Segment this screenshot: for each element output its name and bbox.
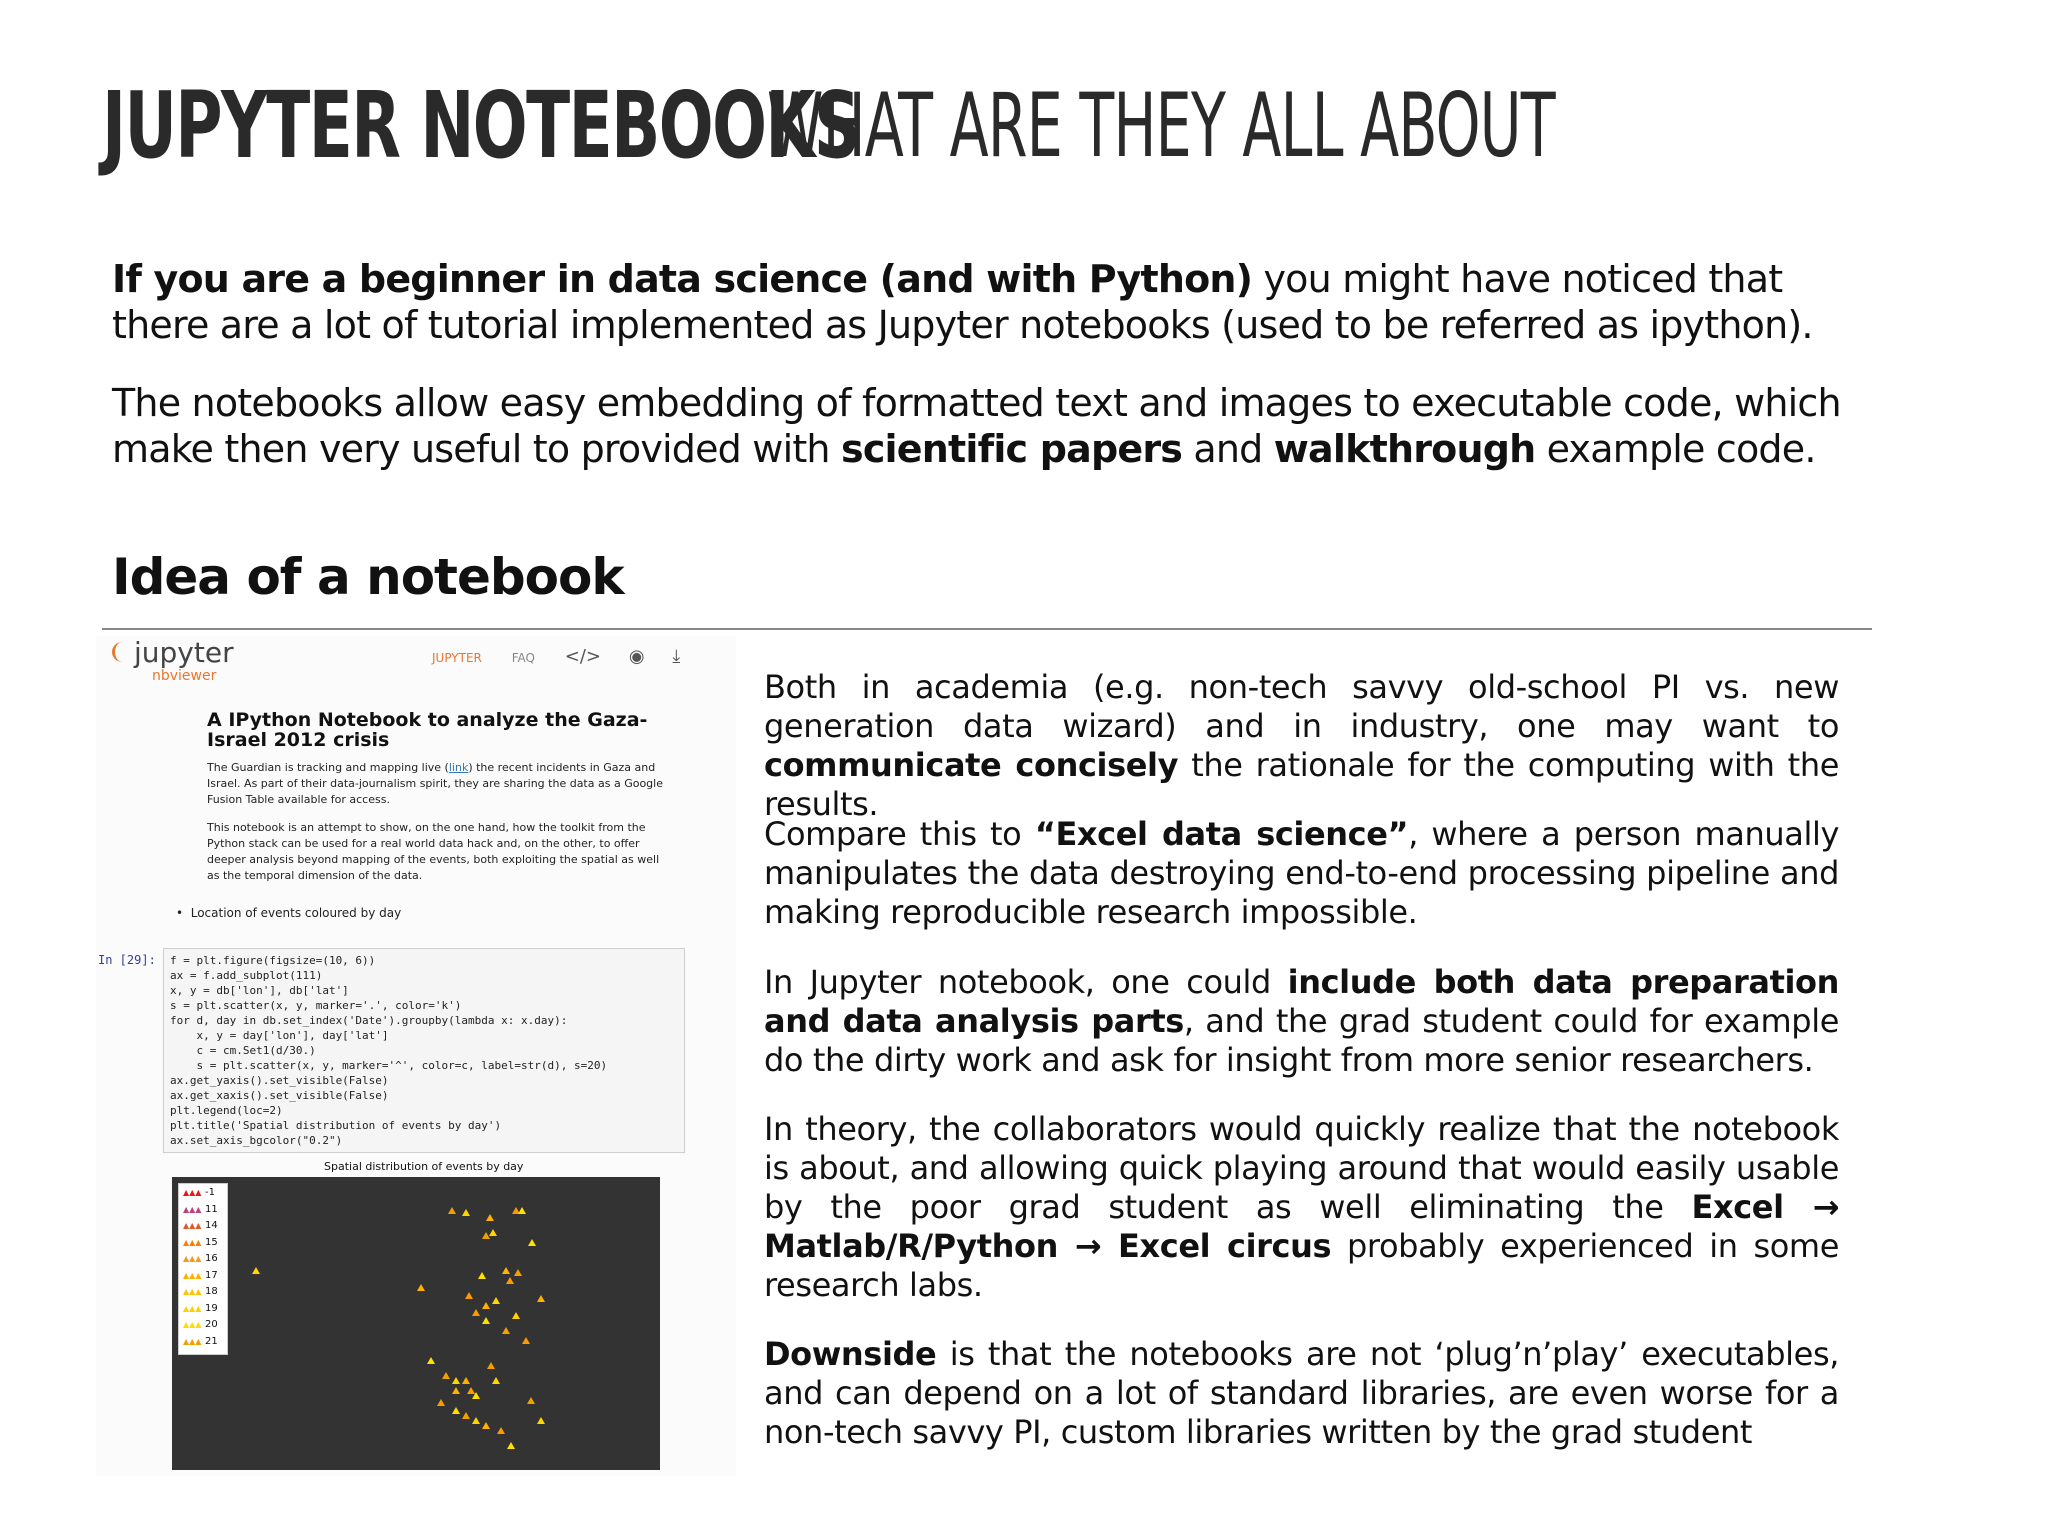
code-line: for d, day in db.set_index('Date').groupby(lambda x: x.day): xyxy=(170,1014,568,1027)
scatter-marker xyxy=(486,1214,494,1221)
nb-bullet-text: Location of events coloured by day xyxy=(190,906,402,920)
legend-label: 15 xyxy=(205,1236,218,1248)
nb-p1-b: ) the recent incidents in Gaza and Israel. As part of their data-journalism spirit, they are sharing the data as a Google Fusion Table available for access. xyxy=(207,761,663,806)
legend-entry xyxy=(183,1238,218,1248)
legend-marker-icon: ▲▲▲ xyxy=(183,1336,202,1346)
scatter-marker xyxy=(522,1337,530,1344)
notebook-paragraph-1 xyxy=(207,760,667,808)
scatter-marker xyxy=(537,1417,545,1424)
title-light: WHAT ARE THEY ALL ABOUT xyxy=(767,74,1555,177)
legend-label: 21 xyxy=(205,1335,218,1347)
p5-c: is that the notebooks are not ‘plug’n’play’ executables, and can depend on a lot of standard libraries, are even worse for a non-tech savvy PI, custom libraries written by the grad student xyxy=(764,1335,1839,1451)
paragraph-downside xyxy=(764,1335,1839,1452)
intro-paragraph-2 xyxy=(112,380,1872,472)
legend-entry xyxy=(183,1304,218,1314)
title-bold: JUPYTER NOTEBOOKS xyxy=(102,72,859,179)
legend-marker-icon: ▲▲▲ xyxy=(183,1287,202,1296)
scatter-marker xyxy=(478,1272,486,1279)
scatter-marker xyxy=(482,1302,490,1309)
p3-a: In Jupyter notebook, one could xyxy=(764,963,1288,1001)
legend-label: 18 xyxy=(205,1286,218,1297)
legend-entry xyxy=(183,1254,218,1264)
legend-entry xyxy=(183,1188,215,1198)
legend-marker-icon: ▲▲▲ xyxy=(183,1270,202,1280)
p3-b: include both data preparation and data analysis parts xyxy=(764,963,1839,1040)
section-title: Idea of a notebook xyxy=(112,548,624,606)
code-line: ax.set_axis_bgcolor("0.2") xyxy=(170,1134,343,1147)
scatter-marker xyxy=(502,1327,510,1334)
scatter-marker xyxy=(502,1267,510,1274)
scatter-marker xyxy=(472,1392,480,1399)
scatter-marker xyxy=(465,1292,473,1299)
intro-paragraph-1 xyxy=(112,256,1872,348)
scatter-marker xyxy=(442,1372,450,1379)
nav-faq-link: FAQ xyxy=(511,651,535,665)
legend-entry xyxy=(183,1221,218,1231)
nb-link: link xyxy=(448,761,469,774)
scatter-marker xyxy=(487,1362,495,1369)
intro2-bold-1: scientific papers xyxy=(841,427,1183,471)
p4-c: probably experienced in some research labs. xyxy=(764,1227,1839,1304)
scatter-marker xyxy=(492,1377,500,1384)
legend-entry xyxy=(183,1320,218,1330)
notebook-title: A IPython Notebook to analyze the Gaza-Israel 2012 crisis xyxy=(207,709,648,751)
nb-p1-a: The Guardian is tracking and mapping live ( xyxy=(207,761,449,774)
code-cell xyxy=(163,948,685,1153)
intro2-bold-2: walkthrough xyxy=(1273,427,1536,471)
legend-entry xyxy=(183,1271,218,1281)
legend-label: 20 xyxy=(205,1319,218,1330)
scatter-marker xyxy=(512,1312,520,1319)
legend-entry xyxy=(183,1337,218,1347)
legend-marker-icon: ▲▲▲ xyxy=(183,1237,202,1247)
code-line: s = plt.scatter(x, y, marker='^', color=c, label=str(d), s=20) xyxy=(170,1059,608,1072)
legend-marker-icon: ▲▲▲ xyxy=(183,1188,202,1197)
p5-b: Downside xyxy=(764,1335,937,1373)
p2-a: Compare this to xyxy=(764,815,1035,853)
code-line: c = cm.Set1(d/30.) xyxy=(170,1044,316,1057)
p4-b: Excel → Matlab/R/Python → Excel circus xyxy=(764,1188,1840,1265)
scatter-marker xyxy=(527,1397,535,1404)
code-line: ax.get_yaxis().set_visible(False) xyxy=(170,1074,389,1087)
legend-marker-icon: ▲▲▲ xyxy=(183,1204,202,1214)
code-line: x, y = db['lon'], db['lat'] xyxy=(170,984,349,997)
scatter-marker xyxy=(506,1277,514,1284)
slide-title xyxy=(102,72,1555,182)
plot-legend xyxy=(178,1183,228,1355)
scatter-marker xyxy=(452,1377,460,1384)
notebook-paragraph-2: This notebook is an attempt to show, on the one hand, how the toolkit from the Python stack can be used for a real world data hack and, on the other, to offer deeper analysis beyond mapping of the events, both exploiting the spatial as well as the temporal dimension of the data. xyxy=(207,821,660,882)
intro1-text: you might have noticed that there are a lot of tutorial implemented as Jupyter notebooks (used to be referred as ipython). xyxy=(112,257,1813,347)
scatter-marker xyxy=(489,1229,497,1236)
legend-label: 19 xyxy=(205,1302,218,1314)
scatter-marker xyxy=(507,1442,515,1449)
legend-label: 16 xyxy=(205,1253,218,1264)
legend-marker-icon: ▲▲▲ xyxy=(183,1221,202,1230)
scatter-marker xyxy=(537,1295,545,1302)
code-line: f = plt.figure(figsize=(10, 6)) xyxy=(170,954,376,967)
scatter-marker xyxy=(427,1357,435,1364)
legend-marker-icon: ▲▲▲ xyxy=(183,1254,202,1263)
legend-entry xyxy=(183,1205,218,1215)
scatter-plot xyxy=(172,1177,660,1470)
intro1-bold: If you are a beginner in data science (and with Python) xyxy=(112,257,1253,301)
code-line: ax.get_xaxis().set_visible(False) xyxy=(170,1089,389,1102)
logo-name: jupyter xyxy=(134,636,234,669)
p2-b: “Excel data science” xyxy=(1034,815,1409,853)
logo-sub: nbviewer xyxy=(152,668,217,684)
scatter-marker xyxy=(482,1422,490,1429)
code-line: plt.legend(loc=2) xyxy=(170,1104,283,1117)
code-line: ax = f.add_subplot(111) xyxy=(170,969,323,982)
code-text xyxy=(164,949,684,1152)
plot-title: Spatial distribution of events by day xyxy=(324,1160,524,1173)
intro2-text-a: The notebooks allow easy embedding of formatted text and images to executable code, which make then very useful to provided with xyxy=(112,381,1841,471)
scatter-marker xyxy=(472,1309,480,1316)
scatter-marker xyxy=(452,1387,460,1394)
paragraph-communicate xyxy=(764,668,1839,824)
github-icon: ◉ xyxy=(628,646,645,667)
section-divider xyxy=(102,628,1872,630)
scatter-marker xyxy=(514,1269,522,1276)
download-icon: ⤓ xyxy=(672,646,681,667)
scatter-marker xyxy=(417,1284,425,1291)
scatter-marker xyxy=(462,1377,470,1384)
legend-marker-icon: ▲▲▲ xyxy=(183,1320,202,1329)
scatter-marker xyxy=(462,1209,470,1216)
intro2-text-d: example code. xyxy=(1535,427,1816,471)
paragraph-preparation xyxy=(764,963,1839,1080)
scatter-marker xyxy=(518,1207,526,1214)
p4-a: In theory, the collaborators would quickly realize that the notebook is about, and allowing quick playing around that would easily usable by the poor grad student as well eliminating the xyxy=(764,1110,1839,1226)
p1-a: Both in academia (e.g. non-tech savvy old-school PI vs. new generation data wizard) and in industry, one may want to xyxy=(764,668,1839,745)
legend-label: 11 xyxy=(205,1203,218,1215)
p3-c: , and the grad student could for example do the dirty work and ask for insight from more senior researchers. xyxy=(764,1002,1839,1079)
code-line: plt.title('Spatial distribution of events by day') xyxy=(170,1119,502,1132)
scatter-marker xyxy=(452,1407,460,1414)
scatter-marker xyxy=(497,1427,505,1434)
scatter-marker xyxy=(437,1399,445,1406)
scatter-marker xyxy=(492,1297,500,1304)
p2-c: , where a person manually manipulates the data destroying end-to-end processing pipeline and making reproducible research impossible. xyxy=(764,815,1839,931)
p1-c: the rationale for the computing with the results. xyxy=(764,746,1839,823)
intro2-text-c: and xyxy=(1182,427,1274,471)
legend-label: -1 xyxy=(205,1187,215,1198)
legend-label: 17 xyxy=(205,1269,218,1281)
legend-marker-icon: ▲▲▲ xyxy=(183,1303,202,1313)
notebook-bullet: • Location of events coloured by day xyxy=(176,906,402,920)
code-icon: </> xyxy=(564,646,602,667)
code-line: x, y = day['lon'], day['lat'] xyxy=(170,1029,389,1042)
legend-label: 14 xyxy=(205,1220,218,1231)
scatter-marker xyxy=(448,1207,456,1214)
scatter-marker xyxy=(472,1417,480,1424)
jupyter-ring-icon xyxy=(112,642,133,662)
nbviewer-nav xyxy=(432,646,704,667)
paragraph-theory xyxy=(764,1110,1839,1305)
cell-prompt: In [29]: xyxy=(98,953,156,967)
legend-entry xyxy=(183,1287,218,1297)
nav-jupyter-link: JUPYTER xyxy=(432,651,482,665)
code-line: s = plt.scatter(x, y, marker='.', color='k') xyxy=(170,999,462,1012)
scatter-marker xyxy=(482,1317,490,1324)
scatter-marker xyxy=(528,1239,536,1246)
scatter-marker xyxy=(462,1412,470,1419)
paragraph-excel xyxy=(764,815,1839,932)
p1-b: communicate concisely xyxy=(764,746,1179,784)
scatter-marker xyxy=(252,1267,260,1274)
notebook-screenshot xyxy=(96,636,736,1476)
